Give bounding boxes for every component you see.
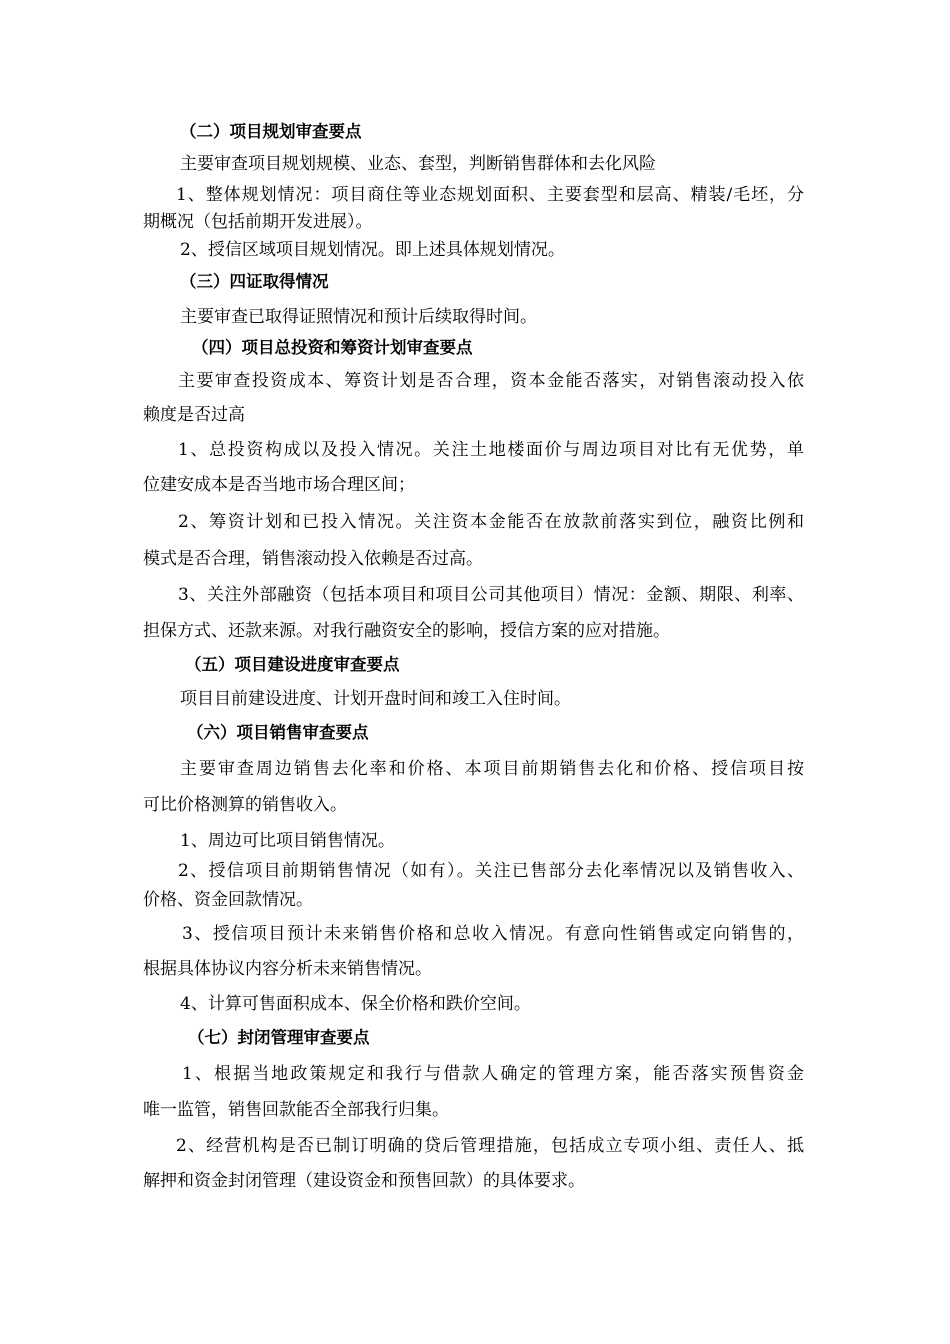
section-heading-4: （四）项目总投资和筹资计划审查要点 xyxy=(192,338,473,357)
paragraph-line: 2、经营机构是否已制订明确的贷后管理措施，包括成立专项小组、责任人、抵 xyxy=(176,1136,804,1156)
paragraph-line: 主要审查周边销售去化率和价格、本项目前期销售去化和价格、授信项目按 xyxy=(180,759,804,779)
paragraph-line: 1、周边可比项目销售情况。 xyxy=(180,831,395,851)
paragraph-line: 价格、资金回款情况。 xyxy=(143,890,313,910)
paragraph-line: 担保方式、还款来源。对我行融资安全的影响，授信方案的应对措施。 xyxy=(143,621,670,641)
paragraph-line: 主要审查投资成本、筹资计划是否合理，资本金能否落实，对销售滚动投入依 xyxy=(178,371,804,391)
paragraph-line: 模式是否合理，销售滚动投入依赖是否过高。 xyxy=(143,549,483,569)
paragraph-line: 位建安成本是否当地市场合理区间； xyxy=(143,475,415,495)
paragraph-line: 2、筹资计划和已投入情况。关注资本金能否在放款前落实到位，融资比例和 xyxy=(178,512,804,532)
paragraph-line: 唯一监管，销售回款能否全部我行归集。 xyxy=(143,1100,449,1120)
paragraph-line: 项目目前建设进度、计划开盘时间和竣工入住时间。 xyxy=(180,689,571,709)
section-heading-2: （二）项目规划审查要点 xyxy=(180,122,362,141)
paragraph-line: 赖度是否过高 xyxy=(143,405,245,425)
paragraph-line: 解押和资金封闭管理（建设资金和预售回款）的具体要求。 xyxy=(143,1171,585,1191)
paragraph-line: 1、根据当地政策规定和我行与借款人确定的管理方案，能否落实预售资金 xyxy=(182,1064,804,1084)
paragraph-line: 可比价格测算的销售收入。 xyxy=(143,795,347,815)
paragraph-line: 4、计算可售面积成本、保全价格和跌价空间。 xyxy=(180,994,531,1014)
paragraph-line: 主要审查已取得证照情况和预计后续取得时间。 xyxy=(180,307,537,327)
paragraph-line: 根据具体协议内容分析未来销售情况。 xyxy=(143,959,432,979)
section-heading-3: （三）四证取得情况 xyxy=(180,272,329,291)
paragraph-line: 1、总投资构成以及投入情况。关注土地楼面价与周边项目对比有无优势，单 xyxy=(178,440,804,460)
section-heading-7: （七）封闭管理审查要点 xyxy=(188,1028,370,1047)
section-heading-5: （五）项目建设进度审查要点 xyxy=(185,655,400,674)
paragraph-line: 2、授信项目前期销售情况（如有）。关注已售部分去化率情况以及销售收入、 xyxy=(178,861,804,881)
section-heading-6: （六）项目销售审查要点 xyxy=(187,723,369,742)
paragraph-line: 1、整体规划情况：项目商住等业态规划面积、主要套型和层高、精装/毛坯，分 xyxy=(176,185,804,205)
paragraph-line: 期概况（包括前期开发进展）。 xyxy=(143,212,373,232)
paragraph-line: 2、授信区域项目规划情况。即上述具体规划情况。 xyxy=(180,240,565,260)
paragraph-line: 主要审查项目规划规模、业态、套型，判断销售群体和去化风险 xyxy=(180,154,656,174)
paragraph-line: 3、关注外部融资（包括本项目和项目公司其他项目）情况：金额、期限、利率、 xyxy=(178,585,804,605)
paragraph-line: 3、授信项目预计未来销售价格和总收入情况。有意向性销售或定向销售的， xyxy=(182,924,804,944)
